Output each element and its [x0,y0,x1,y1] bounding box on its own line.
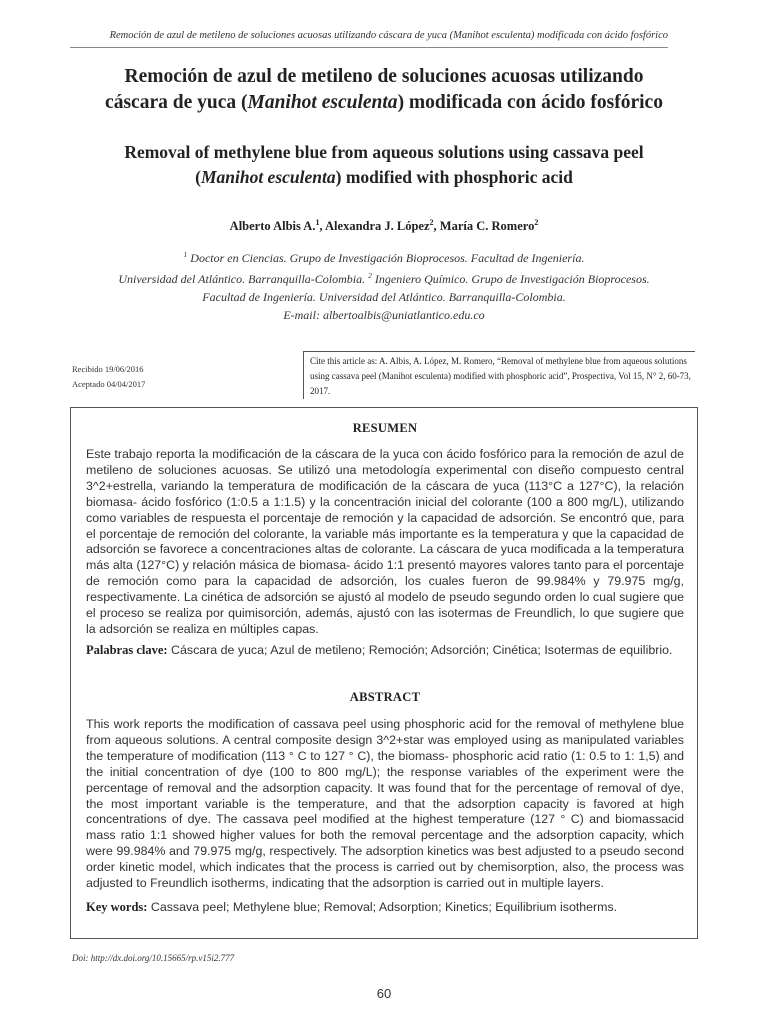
affiliation-text: Ingeniero Químico. Grupo de Investigación Bioprocesos. [371,272,650,286]
citation-box: Cite this article as: A. Albis, A. López, M. Romero, “Removal of methylene blue from aqueous solutions using cassava peel (Manihot esculenta) modified with phosphoric acid”, Prospectiva, Vol 15, N° 2, 60-73, 2017. [303,351,695,399]
author-name: María C. Romero [439,219,535,234]
contact-email[interactable]: E-mail: albertoalbis@uniatlantico.edu.co [283,308,485,322]
title-spanish-post: ) modificada con ácido fosfórico [397,92,663,113]
author-name: Alberto Albis A. [229,219,316,234]
palabras-clave-label: Palabras clave: [86,643,168,657]
author-affiliation-mark: 2 [534,218,539,227]
title-english-post: ) modified with phosphoric acid [335,167,573,187]
title-spanish [70,64,698,116]
header-rule [70,47,668,48]
page-number: 60 [376,986,392,1001]
author-affiliation-mark: 1 [315,218,320,227]
author-affiliation-mark: 2 [429,218,434,227]
title-english-line2 [70,165,698,190]
title-spanish-line1: Remoción de azul de metileno de soluciones acuosas utilizando [124,66,644,87]
author-name: Alexandra J. López [325,219,430,234]
affiliation-line [70,267,698,288]
affiliations [70,246,698,324]
title-english [70,140,698,190]
received-date: Recibido 19/06/2016 [72,364,144,374]
abstract-box [70,407,698,939]
palabras-clave [86,642,684,658]
abstract-heading: ABSTRACT [349,690,421,704]
running-head: Remoción de azul de metileno de soluciones acuosas utilizando cáscara de yuca (Manihot esculenta) modificada con ácido fosfórico [109,30,668,41]
title-english-species: Manihot esculenta [200,167,336,187]
affiliation-mark: 2 [368,271,372,280]
article-dates [72,362,145,392]
title-english-pre: ( [195,167,201,187]
author-list [70,218,698,234]
palabras-clave-list: Cáscara de yuca; Azul de metileno; Remoción; Adsorción; Cinética; Isotermas de equilibrio. [167,643,673,657]
affiliation-mark: 1 [183,250,188,259]
author-separator: , [433,219,440,234]
affiliation-line [70,246,698,267]
key-words [86,899,684,915]
title-spanish-line2 [70,90,698,116]
title-spanish-pre: cáscara de yuca ( [105,92,248,113]
abstract-body: This work reports the modification of cassava peel using phosphoric acid for the removal of methylene blue from aqueous solutions. A central composite design 3^2+star was employed using as manipulated variables the temperature of modification (113 ° C to 127 ° C), the biomass- phosphoric acid ratio (1: 0.5 to 1: 1,5) and the initial concentration of dye (100 to 800 mg/L); the response variables of the experiment were the percentage of removal and the adsorption capacity. It was found that for the percentage of removal of dye, the most important variable is the temperature, and that the adsorption capacity is favored at high concentrations of dye. The cassava peel modified at the highest temperature (127 ° C) and biomassacid mass ratio 1:1 showed higher values for both the removal percentage and the adsorption capacity, which were 99.984% and 79.975 mg/g, respectively. The adsorption kinetics was best adjusted to a pseudo second order kinetic model, which indicates that the process is carried out by chemisorption, also, the process was adjusted to Freundlich isotherms, indicating that the adsorption is carried out in multiple layers. [86,717,684,891]
key-words-label: Key words: [86,900,148,914]
doi-link[interactable]: Doi: http://dx.doi.org/10.15665/rp.v15i2.777 [72,953,235,963]
resumen-heading: RESUMEN [352,421,418,435]
resumen-body: Este trabajo reporta la modificación de la cáscara de la yuca con ácido fosfórico para la remoción de azul de metileno de soluciones acuosas. Se utilizó una metodología experimental con diseño compuesto central 3^2+estrella, variando la temperatura de modificación de la cáscara de yuca (113°C a 127°C), la relación biomasa- ácido fosfórico (1:0.5 a 1:1.5) y la concentración inicial del colorante (100 a 800 mg/L), utilizando como variables de respuesta el porcentaje de remoción y la capacidad de adsorción. Se encontró que, para el porcentaje de remoción del colorante, la variable más importante es la temperatura y que la capacidad de adsorción se favorece a concentraciones altas de colorante. La cáscara de yuca modificada a la temperatura más alta (127°C) y relación másica de biomasa- ácido 1:1 presentó mayores valores tanto para el porcentaje de remoción como para la capacidad de adsorción, los cuales fueron de 99.984% y 79.975 mg/g, respectivamente. La cinética de adsorción se ajustó al modelo de pseudo segundo orden lo cual sugiere que el proceso se realiza por quimisorción, además, ajustó con las isotermas de Freundlich, lo que sugiere que la adsorción se realiza en múltiples capas. [86,447,684,636]
author-separator: , [319,219,326,234]
affiliation-text: Universidad del Atlántico. Barranquilla-Colombia. [118,272,369,286]
title-english-line1: Removal of methylene blue from aqueous solutions using cassava peel [124,142,644,162]
title-spanish-species: Manihot esculenta [247,92,398,113]
affiliation-line: Facultad de Ingeniería. Universidad del Atlántico. Barranquilla-Colombia. [202,290,566,304]
accepted-date: Aceptado 04/04/2017 [72,379,146,389]
key-words-list: Cassava peel; Methylene blue; Removal; Adsorption; Kinetics; Equilibrium isotherms. [147,900,618,914]
affiliation-text: Doctor en Ciencias. Grupo de Investigación Bioprocesos. Facultad de Ingeniería. [187,251,585,265]
